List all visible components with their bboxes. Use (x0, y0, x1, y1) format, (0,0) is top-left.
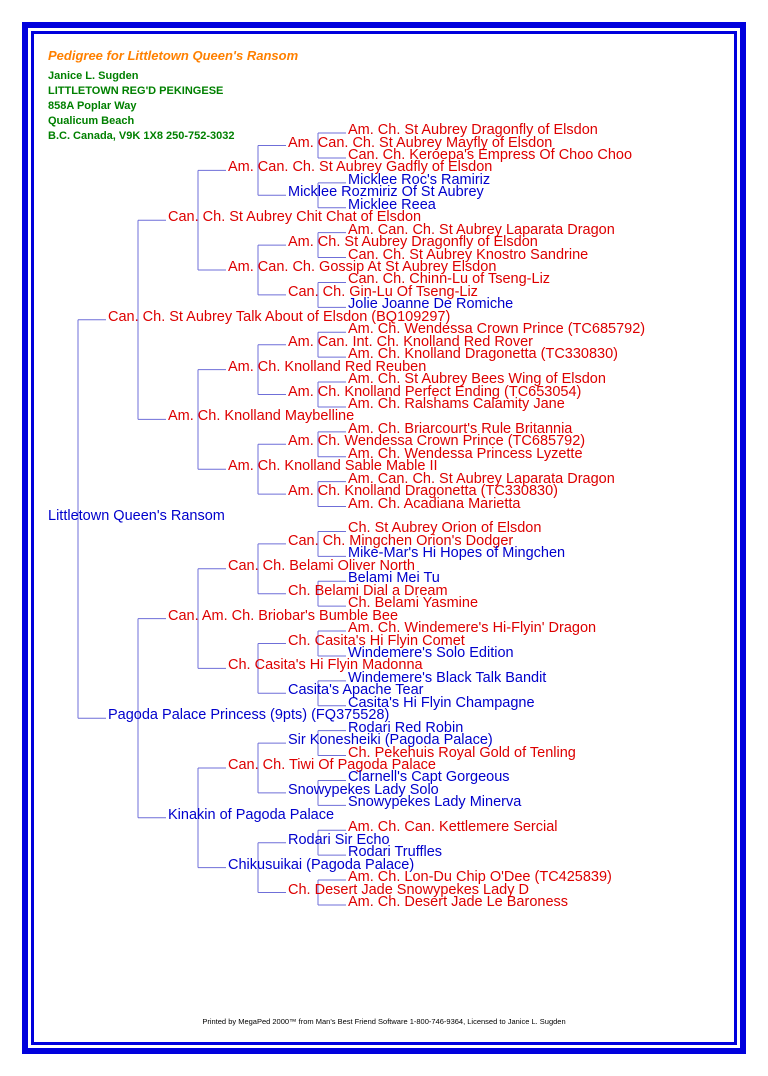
ancestor-gen5-ssdss: Am. Can. Ch. St Aubrey Laparata Dragon (348, 221, 615, 238)
ancestor-gen2-sd: Am. Ch. Knolland Maybelline (168, 408, 355, 425)
ancestor-gen2-dd: Kinakin of Pagoda Palace (168, 806, 335, 823)
ancestor-gen5-dssds: Belami Mei Tu (348, 570, 440, 587)
ancestor-gen4-sdsd: Am. Ch. Knolland Perfect Ending (TC653054) (288, 383, 582, 400)
owner-name: Janice L. Sugden (48, 70, 139, 82)
ancestor-gen2-ds: Can. Am. Ch. Briobar's Bumble Bee (168, 607, 399, 624)
ancestor-gen5-dddds: Am. Ch. Lon-Du Chip O'Dee (TC425839) (348, 869, 612, 886)
ancestor-gen4-dsss: Can. Ch. Mingchen Orion's Dodger (288, 532, 514, 549)
ancestor-gen5-sdsds: Am. Ch. St Aubrey Bees Wing of Elsdon (348, 371, 606, 388)
ancestor-gen5-sssdd: Micklee Reea (348, 196, 436, 213)
ancestor-gen5-dsssd: Mike-Mar's Hi Hopes of Mingchen (348, 545, 566, 562)
ancestor-gen5-dssdd: Ch. Belami Yasmine (348, 595, 479, 612)
ancestor-gen5-ssssd: Can. Ch. Keroepa's Empress Of Choo Choo (348, 146, 633, 163)
ancestor-gen3-ssd: Am. Can. Ch. Gossip At St Aubrey Elsdon (228, 259, 497, 275)
ancestor-gen3-ddd: Chikusuikai (Pagoda Palace) (228, 856, 415, 873)
ancestor-gen4-ssdd: Can. Ch. Gin-Lu Of Tseng-Liz (288, 283, 478, 300)
ancestor-gen4-ssss: Am. Can. Ch. St Aubrey Mayfly of Elsdon (288, 134, 553, 151)
ancestor-gen5-ddssd: Ch. Pekehuis Royal Gold of Tenling (348, 744, 576, 761)
ancestor-gen1-s: Can. Ch. St Aubrey Talk About of Elsdon (BQ109297) (108, 308, 451, 325)
ancestor-gen3-sdd: Am. Ch. Knolland Sable Mable II (228, 458, 438, 475)
ancestor-gen4-sdds: Am. Ch. Wendessa Crown Prince (TC685792) (288, 433, 586, 450)
ancestor-gen5-dssss: Ch. St Aubrey Orion of Elsdon (348, 520, 542, 537)
ancestor-gen5-ssdds: Can. Ch. Chinn-Lu of Tseng-Liz (348, 271, 551, 288)
ancestor-gen5-dsddd: Casita's Hi Flyin Champagne (348, 694, 535, 711)
ancestor-gen5-sddsd: Am. Ch. Wendessa Princess Lyzette (348, 445, 583, 462)
ancestor-gen4-ssds: Am. Ch. St Aubrey Dragonfly of Elsdon (288, 234, 538, 251)
pedigree-title: Pedigree for Littletown Queen's Ransom (48, 48, 299, 63)
ancestor-gen5-ssddd: Jolie Joanne De Romiche (348, 296, 514, 313)
ancestor-gen5-dsdss: Am. Ch. Windemere's Hi-Flyin' Dragon (348, 620, 597, 637)
ancestor-gen1-d: Pagoda Palace Princess (9pts) (FQ375528) (108, 707, 390, 724)
ancestor-gen5-ddsss: Rodari Red Robin (348, 719, 464, 736)
ancestor-gen5-ddsdd: Snowypekes Lady Minerva (348, 794, 522, 811)
ancestor-gen5-sssds: Micklee Roc's Ramiriz (348, 171, 491, 188)
address-street: 858A Poplar Way (48, 100, 137, 112)
ancestor-gen5-sdssd: Am. Ch. Knolland Dragonetta (TC330830) (348, 346, 619, 363)
ancestor-gen5-dddsd: Rodari Truffles (348, 844, 443, 861)
ancestor-gen4-dsds: Ch. Casita's Hi Flyin Comet (288, 632, 465, 649)
ancestor-gen4-sdss: Am. Can. Int. Ch. Knolland Red Rover (288, 333, 534, 350)
ancestor-gen5-ddddd: Am. Ch. Desert Jade Le Baroness (348, 893, 569, 910)
ancestor-gen3-sss: Am. Can. Ch. St Aubrey Gadfly of Elsdon (228, 159, 493, 176)
ancestor-gen2-ss: Can. Ch. St Aubrey Chit Chat of Elsdon (168, 209, 422, 226)
subject-dog-name: Littletown Queen's Ransom (48, 508, 225, 524)
ancestor-gen3-dds: Can. Ch. Tiwi Of Pagoda Palace (228, 757, 436, 773)
ancestor-gen4-dssd: Ch. Belami Dial a Dream (288, 582, 448, 599)
ancestor-gen4-dsdd: Casita's Apache Tear (288, 682, 424, 699)
ancestor-gen5-ddsds: Clarnell's Capt Gorgeous (348, 769, 510, 786)
ancestor-gen3-dss: Can. Ch. Belami Oliver North (228, 557, 415, 574)
kennel-name: LITTLETOWN REG'D PEKINGESE (48, 85, 224, 97)
ancestor-gen4-ddsd: Snowypekes Lady Solo (288, 781, 439, 798)
ancestor-gen5-sdddd: Am. Ch. Acadiana Marietta (348, 495, 521, 512)
ancestor-gen3-sds: Am. Ch. Knolland Red Reuben (228, 358, 427, 375)
ancestor-gen4-dddd: Ch. Desert Jade Snowypekes Lady D (288, 881, 529, 898)
footer-credit: Printed by MegaPed 2000™ from Man's Best Friend Software 1-800-746-9364, Licensed to Janice L. Sugden (202, 1017, 566, 1026)
ancestor-gen3-dsd: Ch. Casita's Hi Flyin Madonna (228, 657, 423, 674)
ancestor-gen5-ssdsd: Can. Ch. St Aubrey Knostro Sandrine (348, 246, 589, 263)
ancestor-gen4-sddd: Am. Ch. Knolland Dragonetta (TC330830) (288, 483, 559, 500)
ancestor-gen5-sssss: Am. Ch. St Aubrey Dragonfly of Elsdon (348, 122, 598, 139)
ancestor-gen5-sdsss: Am. Ch. Wendessa Crown Prince (TC685792) (348, 321, 646, 338)
ancestor-gen5-sddss: Am. Ch. Briarcourt's Rule Britannia (348, 420, 573, 437)
ancestor-gen5-sddds: Am. Can. Ch. St Aubrey Laparata Dragon (348, 470, 615, 487)
ancestor-gen5-dddss: Am. Ch. Can. Kettlemere Sercial (348, 819, 558, 836)
ancestor-gen4-sssd: Micklee Rozmiriz Of St Aubrey (288, 184, 484, 201)
ancestor-gen5-dsdsd: Windemere's Solo Edition (348, 644, 514, 661)
ancestor-gen4-ddss: Sir Konesheiki (Pagoda Palace) (288, 732, 493, 749)
ancestor-gen4-ddds: Rodari Sir Echo (288, 831, 390, 848)
ancestor-gen5-sdsdd: Am. Ch. Ralshams Calamity Jane (348, 395, 565, 412)
address-region-phone: B.C. Canada, V9K 1X8 250-752-3032 (48, 130, 235, 142)
address-city: Qualicum Beach (48, 115, 135, 127)
ancestor-gen5-dsdds: Windemere's Black Talk Bandit (348, 669, 547, 686)
